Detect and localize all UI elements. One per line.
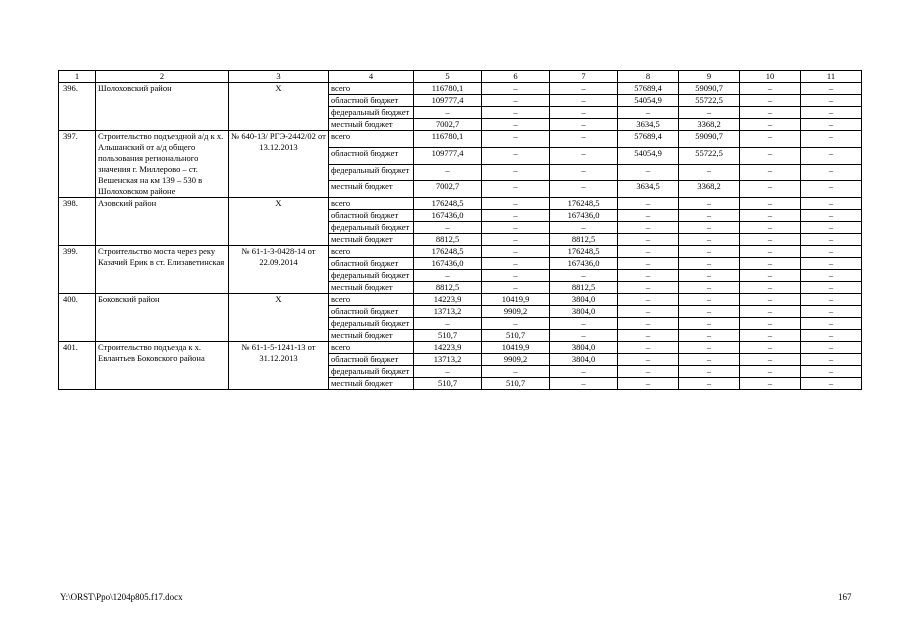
amount-cell: – — [679, 246, 740, 258]
amount-cell: 116780,1 — [414, 131, 482, 148]
amount-cell: – — [414, 164, 482, 181]
amount-cell: – — [679, 306, 740, 318]
item-number: 396. — [59, 83, 96, 131]
amount-cell: – — [618, 330, 679, 342]
amount-cell: – — [740, 234, 801, 246]
amount-cell: – — [618, 306, 679, 318]
funding-source: местный бюджет — [329, 378, 414, 390]
amount-cell: – — [740, 164, 801, 181]
amount-cell: – — [679, 270, 740, 282]
funding-source: областной бюджет — [329, 147, 414, 164]
column-number-1: 1 — [59, 71, 96, 83]
amount-cell: 176248,5 — [550, 198, 618, 210]
column-number-4: 4 — [329, 71, 414, 83]
funding-source: всего — [329, 131, 414, 148]
amount-cell: 510,7 — [482, 330, 550, 342]
table-row — [59, 83, 862, 95]
amount-cell: – — [801, 234, 862, 246]
page-number: 167 — [838, 592, 852, 602]
amount-cell: 59090,7 — [679, 83, 740, 95]
item-document: № 61-1-5-1241-13 от 31.12.2013 — [229, 342, 329, 390]
amount-cell: – — [801, 282, 862, 294]
amount-cell: – — [482, 318, 550, 330]
amount-cell: 510,7 — [414, 330, 482, 342]
amount-cell: – — [740, 198, 801, 210]
amount-cell: – — [740, 318, 801, 330]
amount-cell: – — [740, 258, 801, 270]
funding-source: местный бюджет — [329, 330, 414, 342]
amount-cell: – — [740, 119, 801, 131]
item-name: Строительство подъездной а/д к х. Альшанский от а/д общего пользования регионального значения г. Миллерово – ст. Вешенская на км 139 – 530 в Шолоховском районе — [96, 131, 229, 198]
amount-cell: – — [801, 342, 862, 354]
amount-cell: 13713,2 — [414, 306, 482, 318]
funding-source: областной бюджет — [329, 210, 414, 222]
amount-cell: – — [801, 258, 862, 270]
amount-cell: 3368,2 — [679, 181, 740, 198]
amount-cell: – — [482, 164, 550, 181]
amount-cell: – — [740, 342, 801, 354]
amount-cell: 57689,4 — [618, 131, 679, 148]
item-document: № 640-13/ РГЭ-2442/02 от 13.12.2013 — [229, 131, 329, 198]
amount-cell: – — [414, 318, 482, 330]
amount-cell: – — [679, 258, 740, 270]
amount-cell: – — [618, 234, 679, 246]
amount-cell: – — [679, 164, 740, 181]
amount-cell: – — [414, 366, 482, 378]
amount-cell: – — [482, 95, 550, 107]
item-document: Х — [229, 294, 329, 342]
amount-cell: – — [482, 147, 550, 164]
funding-source: областной бюджет — [329, 95, 414, 107]
amount-cell: – — [550, 83, 618, 95]
amount-cell: 9909,2 — [482, 306, 550, 318]
amount-cell: – — [482, 181, 550, 198]
column-number-8: 8 — [618, 71, 679, 83]
item-name: Шолоховский район — [96, 83, 229, 131]
amount-cell: – — [482, 222, 550, 234]
column-number-10: 10 — [740, 71, 801, 83]
amount-cell: – — [740, 354, 801, 366]
item-name: Боковский район — [96, 294, 229, 342]
column-number-2: 2 — [96, 71, 229, 83]
item-number: 398. — [59, 198, 96, 246]
amount-cell: 10419,9 — [482, 342, 550, 354]
amount-cell: 3804,0 — [550, 342, 618, 354]
amount-cell: 7002,7 — [414, 181, 482, 198]
table-row — [59, 131, 862, 148]
funding-source: всего — [329, 83, 414, 95]
amount-cell: – — [618, 164, 679, 181]
amount-cell: 167436,0 — [414, 258, 482, 270]
funding-source: местный бюджет — [329, 234, 414, 246]
amount-cell: 8812,5 — [414, 282, 482, 294]
amount-cell: 55722,5 — [679, 147, 740, 164]
amount-cell: – — [550, 318, 618, 330]
amount-cell: – — [482, 246, 550, 258]
amount-cell: – — [679, 342, 740, 354]
amount-cell: – — [801, 270, 862, 282]
amount-cell: – — [618, 294, 679, 306]
amount-cell: 7002,7 — [414, 119, 482, 131]
amount-cell: – — [618, 354, 679, 366]
amount-cell: 55722,5 — [679, 95, 740, 107]
amount-cell: 54054,9 — [618, 95, 679, 107]
amount-cell: – — [740, 107, 801, 119]
funding-source: всего — [329, 294, 414, 306]
amount-cell: – — [482, 107, 550, 119]
budget-table — [58, 70, 862, 390]
amount-cell: – — [618, 258, 679, 270]
amount-cell: – — [801, 330, 862, 342]
item-name: Строительство моста через реку Казачий Ерик в ст. Елизаветинская — [96, 246, 229, 294]
amount-cell: – — [482, 366, 550, 378]
amount-cell: – — [740, 282, 801, 294]
amount-cell: – — [801, 83, 862, 95]
amount-cell: 167436,0 — [414, 210, 482, 222]
amount-cell: – — [618, 107, 679, 119]
amount-cell: – — [679, 234, 740, 246]
amount-cell: 8812,5 — [550, 282, 618, 294]
amount-cell: 59090,7 — [679, 131, 740, 148]
amount-cell: 57689,4 — [618, 83, 679, 95]
amount-cell: – — [740, 378, 801, 390]
funding-source: областной бюджет — [329, 258, 414, 270]
amount-cell: – — [740, 95, 801, 107]
amount-cell: – — [740, 147, 801, 164]
amount-cell: – — [679, 107, 740, 119]
amount-cell: – — [618, 222, 679, 234]
amount-cell: 8812,5 — [550, 234, 618, 246]
funding-source: федеральный бюджет — [329, 270, 414, 282]
funding-source: всего — [329, 246, 414, 258]
amount-cell: – — [801, 164, 862, 181]
amount-cell: 3634,5 — [618, 119, 679, 131]
amount-cell: – — [550, 131, 618, 148]
amount-cell: – — [740, 294, 801, 306]
amount-cell: – — [618, 342, 679, 354]
amount-cell: – — [482, 270, 550, 282]
amount-cell: – — [618, 210, 679, 222]
amount-cell: – — [679, 282, 740, 294]
amount-cell: – — [618, 378, 679, 390]
amount-cell: 14223,9 — [414, 294, 482, 306]
amount-cell: 510,7 — [482, 378, 550, 390]
amount-cell: – — [550, 222, 618, 234]
amount-cell: – — [550, 270, 618, 282]
amount-cell: – — [740, 306, 801, 318]
funding-source: местный бюджет — [329, 119, 414, 131]
item-document: № 61-1-3-0428-14 от 22.09.2014 — [229, 246, 329, 294]
amount-cell: – — [801, 198, 862, 210]
item-number: 399. — [59, 246, 96, 294]
amount-cell: 13713,2 — [414, 354, 482, 366]
amount-cell: – — [801, 107, 862, 119]
amount-cell: – — [618, 270, 679, 282]
funding-source: местный бюджет — [329, 181, 414, 198]
column-number-6: 6 — [482, 71, 550, 83]
amount-cell: – — [618, 366, 679, 378]
amount-cell: – — [801, 306, 862, 318]
amount-cell: – — [550, 107, 618, 119]
amount-cell: – — [740, 246, 801, 258]
column-number-5: 5 — [414, 71, 482, 83]
amount-cell: – — [482, 282, 550, 294]
amount-cell: – — [679, 330, 740, 342]
amount-cell: – — [550, 119, 618, 131]
amount-cell: – — [801, 210, 862, 222]
table-row — [59, 342, 862, 354]
amount-cell: – — [550, 147, 618, 164]
amount-cell: – — [482, 83, 550, 95]
amount-cell: – — [679, 318, 740, 330]
amount-cell: – — [740, 366, 801, 378]
amount-cell: – — [740, 270, 801, 282]
amount-cell: – — [679, 222, 740, 234]
amount-cell: – — [482, 131, 550, 148]
item-name: Азовский район — [96, 198, 229, 246]
amount-cell: – — [801, 131, 862, 148]
funding-source: федеральный бюджет — [329, 107, 414, 119]
funding-source: федеральный бюджет — [329, 366, 414, 378]
table-row — [59, 198, 862, 210]
column-number-row — [59, 71, 862, 83]
column-number-7: 7 — [550, 71, 618, 83]
funding-source: областной бюджет — [329, 306, 414, 318]
footer-file-path: Y:\ORST\Ppo\1204p805.f17.docx — [60, 592, 183, 602]
amount-cell: – — [550, 95, 618, 107]
amount-cell: – — [801, 222, 862, 234]
amount-cell: – — [740, 210, 801, 222]
amount-cell: 9909,2 — [482, 354, 550, 366]
table-row — [59, 294, 862, 306]
amount-cell: 10419,9 — [482, 294, 550, 306]
amount-cell: – — [550, 366, 618, 378]
table-row — [59, 246, 862, 258]
amount-cell: – — [550, 330, 618, 342]
item-number: 401. — [59, 342, 96, 390]
amount-cell: – — [801, 378, 862, 390]
amount-cell: – — [679, 210, 740, 222]
amount-cell: – — [482, 234, 550, 246]
amount-cell: – — [550, 181, 618, 198]
amount-cell: – — [740, 330, 801, 342]
amount-cell: – — [482, 198, 550, 210]
amount-cell: 167436,0 — [550, 210, 618, 222]
column-number-9: 9 — [679, 71, 740, 83]
amount-cell: – — [801, 354, 862, 366]
amount-cell: 3634,5 — [618, 181, 679, 198]
amount-cell: – — [618, 198, 679, 210]
funding-source: местный бюджет — [329, 282, 414, 294]
amount-cell: – — [618, 318, 679, 330]
amount-cell: – — [414, 270, 482, 282]
amount-cell: – — [801, 119, 862, 131]
amount-cell: – — [740, 222, 801, 234]
amount-cell: 8812,5 — [414, 234, 482, 246]
amount-cell: – — [801, 181, 862, 198]
amount-cell: 510,7 — [414, 378, 482, 390]
amount-cell: 109777,4 — [414, 95, 482, 107]
amount-cell: 176248,5 — [414, 198, 482, 210]
item-document: Х — [229, 198, 329, 246]
column-number-11: 11 — [801, 71, 862, 83]
amount-cell: – — [482, 210, 550, 222]
funding-source: всего — [329, 198, 414, 210]
amount-cell: 3804,0 — [550, 294, 618, 306]
funding-source: федеральный бюджет — [329, 164, 414, 181]
amount-cell: – — [679, 198, 740, 210]
amount-cell: – — [801, 147, 862, 164]
funding-source: федеральный бюджет — [329, 222, 414, 234]
funding-source: федеральный бюджет — [329, 318, 414, 330]
amount-cell: – — [801, 318, 862, 330]
amount-cell: – — [414, 222, 482, 234]
amount-cell: – — [482, 119, 550, 131]
amount-cell: – — [550, 378, 618, 390]
amount-cell: 14223,9 — [414, 342, 482, 354]
amount-cell: – — [740, 83, 801, 95]
amount-cell: – — [740, 131, 801, 148]
amount-cell: – — [679, 354, 740, 366]
amount-cell: – — [679, 366, 740, 378]
amount-cell: 3804,0 — [550, 306, 618, 318]
amount-cell: – — [550, 164, 618, 181]
item-number: 397. — [59, 131, 96, 198]
amount-cell: – — [679, 294, 740, 306]
amount-cell: 167436,0 — [550, 258, 618, 270]
amount-cell: 3804,0 — [550, 354, 618, 366]
amount-cell: 54054,9 — [618, 147, 679, 164]
amount-cell: 116780,1 — [414, 83, 482, 95]
amount-cell: – — [482, 258, 550, 270]
funding-source: всего — [329, 342, 414, 354]
column-number-3: 3 — [229, 71, 329, 83]
amount-cell: – — [414, 107, 482, 119]
item-number: 400. — [59, 294, 96, 342]
amount-cell: 3368,2 — [679, 119, 740, 131]
amount-cell: 176248,5 — [414, 246, 482, 258]
item-name: Строительство подъезда к х. Евлантьев Боковского района — [96, 342, 229, 390]
amount-cell: – — [801, 95, 862, 107]
item-document: Х — [229, 83, 329, 131]
amount-cell: 176248,5 — [550, 246, 618, 258]
amount-cell: – — [801, 366, 862, 378]
amount-cell: – — [801, 294, 862, 306]
amount-cell: – — [618, 246, 679, 258]
funding-source: областной бюджет — [329, 354, 414, 366]
amount-cell: 109777,4 — [414, 147, 482, 164]
amount-cell: – — [801, 246, 862, 258]
amount-cell: – — [740, 181, 801, 198]
amount-cell: – — [679, 378, 740, 390]
amount-cell: – — [618, 282, 679, 294]
